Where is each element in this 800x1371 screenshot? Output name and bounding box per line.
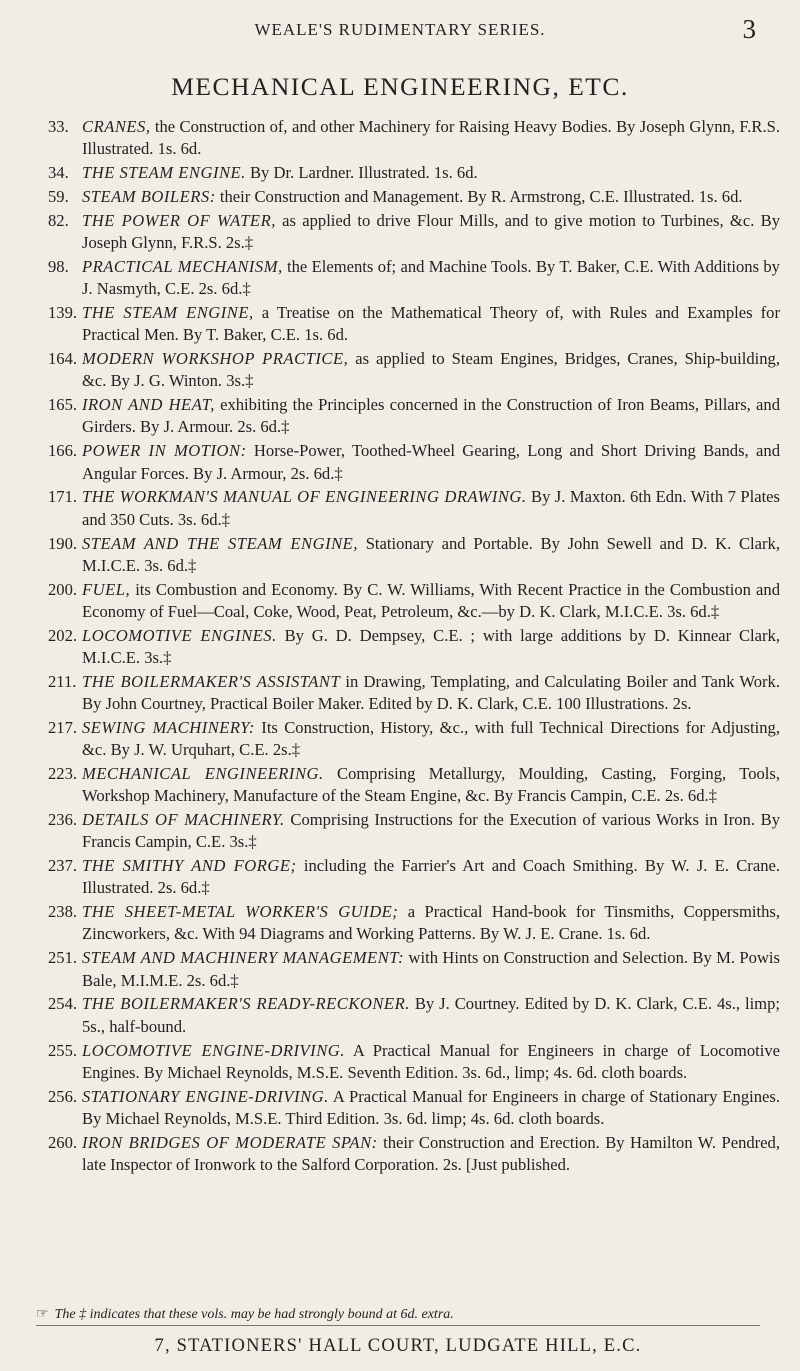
entry-title: POWER IN MOTION: <box>82 441 247 461</box>
catalogue-entry <box>48 855 780 899</box>
footnote <box>36 1306 760 1326</box>
entry-title: THE STEAM ENGINE, <box>82 303 254 323</box>
catalogue-entry <box>48 717 780 761</box>
entry-number: 251. <box>48 948 78 968</box>
entry-description: a Practical Hand-book for Tinsmiths, Coppersmiths, Zincworkers, &c. With 94 Diagrams and Working Patterns. By W. J. E. Crane. 1s. 6d. <box>82 902 780 944</box>
entry-description: A Practical Manual for Engineers in charge of Stationary Engines. By Michael Reynolds, M.S.E. Third Edition. 3s. 6d. limp; 4s. 6d. cloth boards. <box>82 1086 781 1128</box>
catalogue-entry <box>48 210 780 254</box>
entry-title: THE STEAM ENGINE. <box>82 163 246 183</box>
catalogue-entry <box>48 348 780 392</box>
catalogue-entry <box>48 579 780 623</box>
entry-description: as applied to drive Flour Mills, and to give motion to Turbines, &c. By Joseph Glynn, F.R.S. 2s.‡ <box>82 210 780 253</box>
running-head: WEALE'S RUDIMENTARY SERIES. <box>254 20 546 39</box>
entry-title: STEAM AND THE STEAM ENGINE, <box>82 533 358 553</box>
entry-list <box>48 116 780 1178</box>
entry-description: including the Farrier's Art and Coach Smithing. By W. J. E. Crane. Illustrated. 2s. 6d.‡ <box>82 856 780 898</box>
entry-title: THE POWER OF WATER, <box>82 210 276 230</box>
catalogue-entry <box>48 116 780 160</box>
catalogue-entry <box>48 162 780 184</box>
entry-description: By Dr. Lardner. Illustrated. 1s. 6d. <box>245 163 478 183</box>
entry-title: CRANES, <box>82 117 151 136</box>
entry-description: their Construction and Management. By R. Armstrong, C.E. Illustrated. 1s. 6d. <box>215 186 743 206</box>
entry-number: 171. <box>48 487 78 507</box>
entry-description: Stationary and Portable. By John Sewell and D. K. Clark, M.I.C.E. 3s. 6d.‡ <box>82 533 780 575</box>
page-header <box>0 10 800 50</box>
entry-number: 238. <box>48 902 78 922</box>
catalogue-entry <box>48 809 780 853</box>
entry-title: STATIONARY ENGINE-DRIVING. <box>82 1086 329 1106</box>
entry-title: LOCOMOTIVE ENGINES. <box>82 625 277 645</box>
entry-title: LOCOMOTIVE ENGINE-DRIVING. <box>82 1040 345 1060</box>
entry-title: THE SHEET-METAL WORKER'S GUIDE; <box>82 902 399 922</box>
catalogue-entry <box>48 486 780 530</box>
entry-number: 190. <box>48 533 78 553</box>
entry-description: the Construction of, and other Machinery for Raising Heavy Bodies. By Joseph Glynn, F.R.S. Illustrated. 1s. 6d. <box>82 117 780 159</box>
entry-description: Comprising Instructions for the Execution of various Works in Iron. By Francis Campin, C.E. 3s.‡ <box>82 810 781 852</box>
entry-title: DETAILS OF MACHINERY. <box>82 810 285 830</box>
entry-number: 166. <box>48 441 78 461</box>
pointing-hand-icon: ☞ <box>36 1307 49 1322</box>
entry-number: 202. <box>48 625 78 645</box>
entry-description: the Elements of; and Machine Tools. By T. Baker, C.E. With Additions by J. Nasmyth, C.E. 2s. 6d.‡ <box>82 256 780 299</box>
publisher-address: 7, STATIONERS' HALL COURT, LUDGATE HILL, E.C. <box>154 1336 642 1356</box>
catalogue-entry <box>48 1040 780 1084</box>
entry-number: 254. <box>48 994 78 1014</box>
entry-title: STEAM AND MACHINERY MANAGEMENT: <box>82 948 405 968</box>
entry-number: 59. <box>48 186 69 206</box>
entry-number: 165. <box>48 395 78 415</box>
entry-number: 34. <box>48 163 69 183</box>
entry-description: Comprising Metallurgy, Moulding, Casting, Forging, Tools, Workshop Machinery, Manufacture of the Steam Engine, &c. By Francis Campin, C.E. 2s. 6d.‡ <box>82 764 781 806</box>
entry-number: 256. <box>48 1086 78 1106</box>
entry-title: MECHANICAL ENGINEERING. <box>82 764 324 783</box>
entry-number: 260. <box>48 1132 78 1152</box>
entry-description: By J. Courtney. Edited by D. K. Clark, C.E. 4s., limp; 5s., half-bound. <box>82 994 780 1036</box>
catalogue-entry <box>48 763 780 807</box>
entry-number: 255. <box>48 1040 78 1060</box>
entry-description: Horse-Power, Toothed-Wheel Gearing, Long and Short Driving Bands, and Angular Forces. By J. Armour, 2s. 6d.‡ <box>82 441 780 483</box>
section-title: MECHANICAL ENGINEERING, ETC. <box>171 72 629 101</box>
entry-number: 211. <box>48 671 77 691</box>
entry-description: their Construction and Erection. By Hamilton W. Pendred, late Inspector of Ironwork to the Salford Corporation. 2s. [Just published. <box>82 1132 780 1174</box>
entry-description: Its Construction, History, &c., with full Technical Directions for Adjusting, &c. By J. W. Urquhart, C.E. 2s.‡ <box>82 717 780 760</box>
entry-number: 237. <box>48 856 78 876</box>
entry-description: its Combustion and Economy. By C. W. Williams, With Recent Practice in the Combustion and Economy of Fuel—Coal, Coke, Wood, Peat, Petroleum, &c.—by D. K. Clark, M.I.C.E. 3s. 6d.‡ <box>82 579 780 621</box>
entry-number: 98. <box>48 256 69 276</box>
entry-description: A Practical Manual for Engineers in charge of Locomotive Engines. By Michael Reynolds, M.S.E. Seventh Edition. 3s. 6d., limp; 4s. 6d. cloth boards. <box>82 1040 780 1082</box>
entry-title: IRON BRIDGES OF MODERATE SPAN: <box>82 1132 378 1152</box>
catalogue-entry <box>48 1132 780 1176</box>
entry-number: 217. <box>48 717 78 737</box>
entry-number: 82. <box>48 210 69 230</box>
catalogue-entry <box>48 625 780 669</box>
catalogue-entry <box>48 440 780 484</box>
entry-title: FUEL, <box>82 579 131 599</box>
entry-title: SEWING MACHINERY: <box>82 717 255 737</box>
entry-description: with Hints on Construction and Selection. By M. Powis Bale, M.I.M.E. 2s. 6d.‡ <box>82 948 781 990</box>
entry-description: By J. Maxton. 6th Edn. With 7 Plates and 350 Cuts. 3s. 6d.‡ <box>82 487 780 529</box>
catalogue-entry <box>48 993 780 1037</box>
entry-title: MODERN WORKSHOP PRACTICE, <box>82 349 349 369</box>
entry-number: 164. <box>48 349 78 369</box>
entry-title: PRACTICAL MECHANISM, <box>82 256 283 276</box>
entry-title: THE BOILERMAKER'S READY-RECKONER. <box>82 994 410 1014</box>
entry-description: in Drawing, Templating, and Calculating Boiler and Tank Work. By John Courtney, Practical Boiler Maker. Edited by D. K. Clark, C.E. 100 Illustrations. 2s. <box>82 671 780 714</box>
entry-description: exhibiting the Principles concerned in the Construction of Iron Beams, Pillars, and Girders. By J. Armour. 2s. 6d.‡ <box>82 395 780 437</box>
entry-title: THE SMITHY AND FORGE; <box>82 856 297 876</box>
catalogue-entry <box>48 947 780 991</box>
catalogue-entry <box>48 302 780 346</box>
entry-title: IRON AND HEAT, <box>82 395 215 415</box>
entry-number: 200. <box>48 579 78 599</box>
entry-title: THE BOILERMAKER'S ASSISTANT <box>82 671 341 691</box>
footnote-text: The ‡ indicates that these vols. may be had strongly bound at 6d. extra. <box>54 1307 454 1322</box>
catalogue-entry <box>48 256 780 300</box>
entry-number: 139. <box>48 303 78 323</box>
page-number: 3 <box>742 14 756 44</box>
entry-title: THE WORKMAN'S MANUAL OF ENGINEERING DRAWING. <box>82 487 527 507</box>
catalogue-entry <box>48 533 780 577</box>
catalogue-entry <box>48 901 780 945</box>
entry-number: 33. <box>48 117 69 136</box>
catalogue-entry <box>48 394 780 438</box>
catalogue-entry <box>48 671 780 715</box>
entry-description: as applied to Steam Engines, Bridges, Cranes, Ship-building, &c. By J. G. Winton. 3s.‡ <box>82 349 780 391</box>
catalogue-entry <box>48 1086 780 1130</box>
catalogue-entry <box>48 186 780 208</box>
entry-number: 223. <box>48 764 78 783</box>
entry-description: a Treatise on the Mathematical Theory of, with Rules and Examples for Practical Men. By T. Baker, C.E. 1s. 6d. <box>82 303 780 345</box>
entry-title: STEAM BOILERS: <box>82 186 216 206</box>
entry-description: By G. D. Dempsey, C.E. ; with large additions by D. Kinnear Clark, M.I.C.E. 3s.‡ <box>82 625 780 667</box>
entry-number: 236. <box>48 810 78 830</box>
